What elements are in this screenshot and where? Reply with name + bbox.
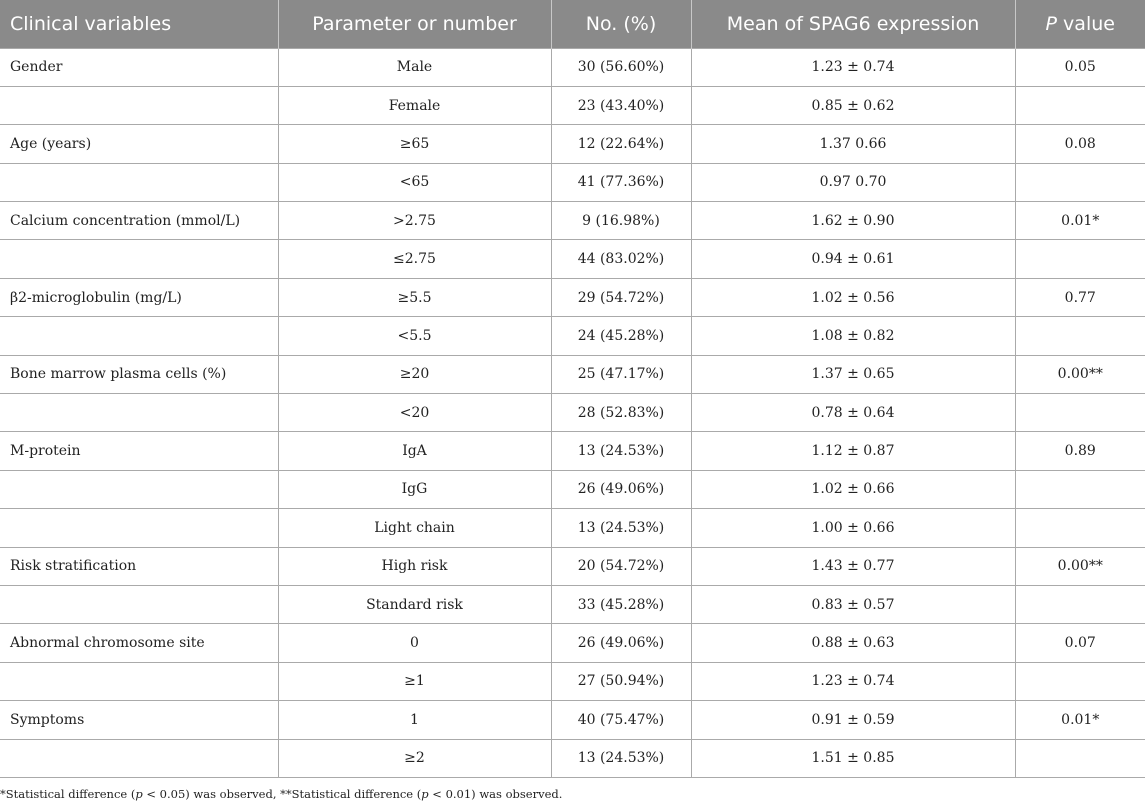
- cell-variable: [0, 240, 278, 278]
- table-row: [0, 163, 1145, 201]
- footnote-p1: p: [135, 787, 143, 801]
- cell-mean-expression: 1.02 ± 0.66: [691, 470, 1015, 508]
- cell-parameter: ≥65: [278, 125, 551, 163]
- cell-mean-expression: 1.00 ± 0.66: [691, 509, 1015, 547]
- header-mean-expression: Mean of SPAG6 expression: [691, 0, 1015, 48]
- cell-mean-expression: 0.85 ± 0.62: [691, 86, 1015, 124]
- cell-parameter: ≤2.75: [278, 240, 551, 278]
- cell-no-pct: 26 (49.06%): [551, 624, 691, 662]
- cell-no-pct: 23 (43.40%): [551, 86, 691, 124]
- cell-parameter: Female: [278, 86, 551, 124]
- table-row: [0, 701, 1145, 739]
- cell-no-pct: 33 (45.28%): [551, 585, 691, 623]
- cell-no-pct: 41 (77.36%): [551, 163, 691, 201]
- cell-mean-expression: 1.62 ± 0.90: [691, 202, 1015, 240]
- cell-variable: [0, 86, 278, 124]
- cell-no-pct: 13 (24.53%): [551, 432, 691, 470]
- cell-parameter: Standard risk: [278, 585, 551, 623]
- cell-no-pct: 27 (50.94%): [551, 662, 691, 700]
- cell-mean-expression: 0.78 ± 0.64: [691, 394, 1015, 432]
- table-row: [0, 432, 1145, 470]
- cell-parameter: 0: [278, 624, 551, 662]
- cell-no-pct: 40 (75.47%): [551, 701, 691, 739]
- cell-p-value: [1015, 662, 1145, 700]
- cell-variable: Calcium concentration (mmol/L): [0, 202, 278, 240]
- cell-variable: Age (years): [0, 125, 278, 163]
- cell-parameter: IgA: [278, 432, 551, 470]
- cell-p-value: 0.77: [1015, 278, 1145, 316]
- table-row: [0, 662, 1145, 700]
- cell-parameter: 1: [278, 701, 551, 739]
- cell-p-value: 0.05: [1015, 48, 1145, 86]
- cell-variable: [0, 317, 278, 355]
- footnote-part1: *Statistical difference (: [0, 787, 136, 801]
- cell-parameter: Light chain: [278, 509, 551, 547]
- cell-p-value: [1015, 240, 1145, 278]
- cell-no-pct: 13 (24.53%): [551, 509, 691, 547]
- cell-variable: [0, 739, 278, 777]
- cell-p-value: [1015, 585, 1145, 623]
- cell-no-pct: 12 (22.64%): [551, 125, 691, 163]
- footnote-part2: < 0.05) was observed, **Statistical difference (: [142, 787, 422, 801]
- table-row: [0, 470, 1145, 508]
- footnote-p2: p: [421, 787, 429, 801]
- cell-no-pct: 9 (16.98%): [551, 202, 691, 240]
- table-row: [0, 86, 1145, 124]
- cell-variable: Abnormal chromosome site: [0, 624, 278, 662]
- header-clinical-variables: Clinical variables: [0, 0, 278, 48]
- table-row: [0, 624, 1145, 662]
- cell-variable: Gender: [0, 48, 278, 86]
- header-p-rest: value: [1057, 12, 1115, 35]
- cell-variable: [0, 662, 278, 700]
- cell-mean-expression: 1.51 ± 0.85: [691, 739, 1015, 777]
- table-row: [0, 278, 1145, 316]
- cell-mean-expression: 0.91 ± 0.59: [691, 701, 1015, 739]
- table-row: [0, 547, 1145, 585]
- footnote-part3: < 0.01) was observed.: [428, 787, 563, 801]
- cell-mean-expression: 1.02 ± 0.56: [691, 278, 1015, 316]
- cell-no-pct: 29 (54.72%): [551, 278, 691, 316]
- cell-variable: [0, 163, 278, 201]
- table-row: [0, 125, 1145, 163]
- table-row: [0, 317, 1145, 355]
- header-p-italic: P: [1045, 12, 1058, 35]
- cell-p-value: [1015, 317, 1145, 355]
- cell-no-pct: 24 (45.28%): [551, 317, 691, 355]
- cell-mean-expression: 1.12 ± 0.87: [691, 432, 1015, 470]
- cell-variable: [0, 470, 278, 508]
- cell-parameter: IgG: [278, 470, 551, 508]
- cell-parameter: <65: [278, 163, 551, 201]
- cell-no-pct: 25 (47.17%): [551, 355, 691, 393]
- cell-mean-expression: 1.43 ± 0.77: [691, 547, 1015, 585]
- table-row: [0, 202, 1145, 240]
- cell-p-value: [1015, 739, 1145, 777]
- header-no-pct: No. (%): [551, 0, 691, 48]
- cell-parameter: Male: [278, 48, 551, 86]
- cell-mean-expression: 0.83 ± 0.57: [691, 585, 1015, 623]
- cell-p-value: [1015, 394, 1145, 432]
- cell-no-pct: 26 (49.06%): [551, 470, 691, 508]
- cell-p-value: 0.00**: [1015, 547, 1145, 585]
- table-row: [0, 355, 1145, 393]
- cell-parameter: ≥2: [278, 739, 551, 777]
- cell-p-value: 0.00**: [1015, 355, 1145, 393]
- cell-p-value: 0.01*: [1015, 202, 1145, 240]
- table-row: [0, 585, 1145, 623]
- cell-mean-expression: 1.08 ± 0.82: [691, 317, 1015, 355]
- cell-mean-expression: 0.94 ± 0.61: [691, 240, 1015, 278]
- table-row: [0, 509, 1145, 547]
- header-p-value: [1015, 0, 1145, 48]
- cell-mean-expression: 1.37 0.66: [691, 125, 1015, 163]
- cell-variable: Symptoms: [0, 701, 278, 739]
- cell-variable: β2-microglobulin (mg/L): [0, 278, 278, 316]
- table-row: [0, 48, 1145, 86]
- cell-parameter: <5.5: [278, 317, 551, 355]
- cell-p-value: 0.01*: [1015, 701, 1145, 739]
- cell-p-value: [1015, 470, 1145, 508]
- cell-no-pct: 28 (52.83%): [551, 394, 691, 432]
- cell-no-pct: 20 (54.72%): [551, 547, 691, 585]
- table-header: [0, 0, 1145, 48]
- cell-parameter: <20: [278, 394, 551, 432]
- cell-no-pct: 13 (24.53%): [551, 739, 691, 777]
- cell-p-value: 0.07: [1015, 624, 1145, 662]
- cell-mean-expression: 0.97 0.70: [691, 163, 1015, 201]
- cell-p-value: 0.08: [1015, 125, 1145, 163]
- cell-mean-expression: 1.23 ± 0.74: [691, 48, 1015, 86]
- table-body: [0, 48, 1145, 777]
- cell-parameter: ≥5.5: [278, 278, 551, 316]
- cell-parameter: High risk: [278, 547, 551, 585]
- cell-p-value: [1015, 86, 1145, 124]
- cell-variable: M-protein: [0, 432, 278, 470]
- cell-variable: Bone marrow plasma cells (%): [0, 355, 278, 393]
- cell-no-pct: 30 (56.60%): [551, 48, 691, 86]
- cell-variable: [0, 509, 278, 547]
- table-row: [0, 739, 1145, 777]
- cell-p-value: 0.89: [1015, 432, 1145, 470]
- cell-variable: [0, 585, 278, 623]
- header-parameter: Parameter or number: [278, 0, 551, 48]
- cell-variable: Risk stratification: [0, 547, 278, 585]
- table-row: [0, 240, 1145, 278]
- cell-p-value: [1015, 509, 1145, 547]
- cell-no-pct: 44 (83.02%): [551, 240, 691, 278]
- table-row: [0, 394, 1145, 432]
- cell-variable: [0, 394, 278, 432]
- cell-mean-expression: 0.88 ± 0.63: [691, 624, 1015, 662]
- cell-parameter: ≥20: [278, 355, 551, 393]
- table-footnote: [0, 787, 562, 801]
- cell-parameter: >2.75: [278, 202, 551, 240]
- cell-parameter: ≥1: [278, 662, 551, 700]
- cell-mean-expression: 1.23 ± 0.74: [691, 662, 1015, 700]
- cell-mean-expression: 1.37 ± 0.65: [691, 355, 1015, 393]
- cell-p-value: [1015, 163, 1145, 201]
